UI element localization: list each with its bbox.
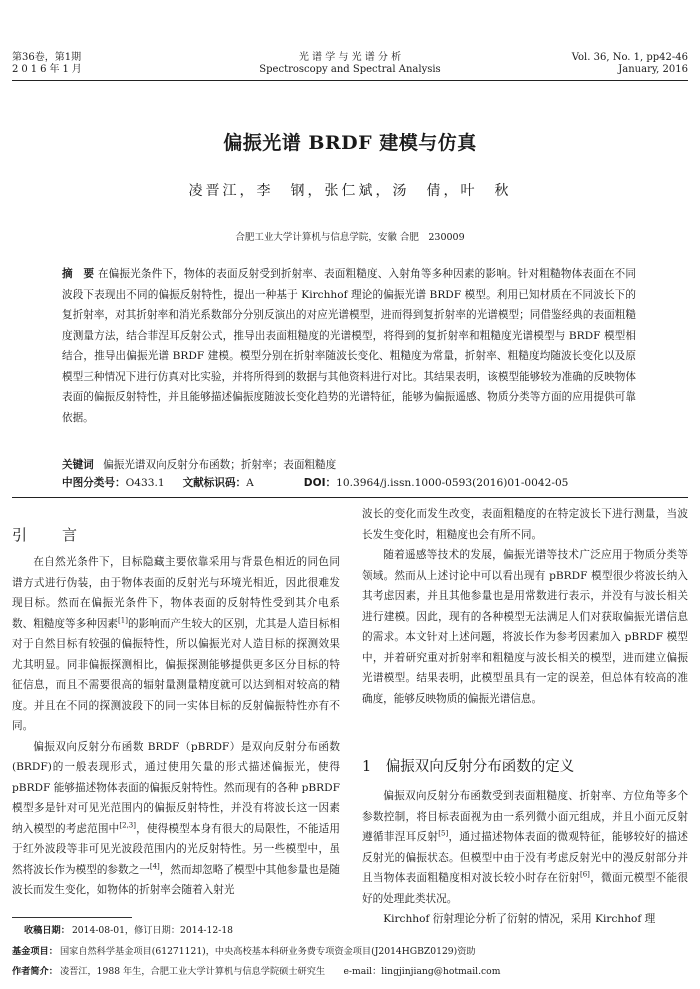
s1-p1-text-c: ，微面元模型不能很好的处理此类状况。 bbox=[362, 872, 688, 905]
intro-paragraph-2 bbox=[12, 737, 340, 901]
abstract-rule bbox=[12, 497, 688, 498]
section-1-body bbox=[362, 786, 688, 930]
citation-5: [5] bbox=[438, 829, 449, 838]
right-column bbox=[362, 504, 688, 709]
received-label: 收稿日期： bbox=[24, 925, 70, 936]
journal-name-cn: 光 谱 学 与 光 谱 分 析 bbox=[298, 52, 402, 63]
abstract bbox=[62, 264, 636, 428]
citation-2-3: [2,3] bbox=[119, 820, 136, 829]
citation-6: [6] bbox=[579, 870, 590, 879]
abstract-text: 在偏振光条件下，物体的表面反射受到折射率、表面粗糙度、入射角等多种因素的影响。针对粗糙物体表面在不同波段下表现出不同的偏振反射特性，提出一种基于 Kirchhof 理论的偏振光谱 BRDF 模型。利用已知材质在不同波长下的复折射率，对其折射率和消光系数部分分别反演出的对应光谱模型，进而得到复折射率的光谱模型；同借鉴经典的表面粗糙度测量方法，结合菲涅耳反射公式，推导出表面粗糙度的光谱模型，将得到的复折射率和粗糙度光谱模型与 BRDF 模型相结合，推导出偏振光谱 BRDF 建模。模型分别在折射率随波长变化、粗糙度为常量，折射率、粗糙度均随波长变化以及原模型三种情况下进行仿真对比实验，并将所得到的数据与其他资料进行对比。其结果表明，该模型能够较为准确的反映物体表面的偏振反射特性，并且能够描述偏振度随波长变化趋势的光谱特征，能够为偏振遥感、物质分类等方面的应用提供可靠依据。 bbox=[62, 268, 637, 424]
author-affiliation: 合肥工业大学计算机与信息学院，安徽 合肥 230009 bbox=[235, 232, 465, 243]
header-rule bbox=[12, 80, 688, 81]
clc-label: 中图分类号： bbox=[62, 477, 126, 489]
paper-authors: 凌晋江，李 钢，张仁斌，汤 倩，叶 秋 bbox=[188, 183, 512, 199]
date-cn: 2016年1月 bbox=[12, 64, 85, 75]
citation-1: [1] bbox=[118, 615, 128, 624]
left-column bbox=[12, 552, 340, 901]
fund-label: 基金项目： bbox=[12, 946, 58, 957]
doc-code-value: A bbox=[246, 477, 254, 489]
intro-paragraph-2-continued: 波长的变化而发生改变，表面粗糙度的在特定波长下进行测量，当波长发生变化时，粗糙度也会有所不同。 bbox=[362, 508, 688, 541]
intro-paragraph-1 bbox=[12, 552, 340, 737]
section-1-paragraph-1 bbox=[362, 786, 688, 909]
footnote-author bbox=[12, 965, 500, 978]
section-heading-introduction: 引 言 bbox=[12, 526, 88, 544]
doc-code-label: 文献标识码： bbox=[182, 477, 247, 489]
received-value: 2014-08-01，修订日期：2014-12-18 bbox=[71, 925, 234, 936]
intro-p2-text-b: ，使得模型本身有很大的局限性，不能适用于红外波段等非可见光波段范围内的光反射特性。另一些模型中，虽然将波长作为模型的参数之一 bbox=[12, 822, 341, 876]
doi-label: DOI： bbox=[303, 477, 337, 489]
author-bio-label: 作者简介： bbox=[12, 966, 58, 977]
intro-paragraph-3: 随着遥感等技术的发展，偏振光谱等技术广泛应用于物质分类等领域。然而从上述讨论中可以看出现有 pBRDF 模型很少将波长纳入其考虑因素，并且其他参量也是用常数进行表示，并没有与波长相关进行建模。因此，现有的各种模型无法满足人们对获取偏振光谱信息的需求。本文针对上述问题，将波长作为参考因素加入 pBRDF 模型中，并着研究重对折射率和粗糙度与波长相关的模型，进而建立偏振光谱模型。结果表明，此模型虽具有一定的误差，但总体有较高的准确度，能够反映物质的偏振光谱信息。 bbox=[362, 549, 688, 705]
footnote-fund bbox=[12, 945, 476, 958]
volume-en: Vol. 36, No. 1, pp42-46 bbox=[571, 52, 688, 63]
section-1-paragraph-2: Kirchhof 衍射理论分析了衍射的情况，采用 Kirchhof 理 bbox=[383, 913, 656, 925]
s1-p1-text-a: 偏振双向反射分布函数受到表面粗糙度、折射率、方位角等多个参数控制，将目标表面视为由一系列微小面元组成，并且小面元反射遵循菲涅耳反射 bbox=[362, 790, 688, 843]
running-header-right bbox=[572, 52, 688, 76]
footnote-rule bbox=[12, 917, 132, 918]
clc-value: O433.1 bbox=[125, 477, 165, 489]
keywords bbox=[62, 458, 662, 472]
keywords-text: 偏振光谱双向反射分布函数；折射率；表面粗糙度 bbox=[103, 459, 337, 471]
author-bio-value: 凌晋江，1988 年生，合肥工业大学计算机与信息学院硕士研究生 e-mail：lingjinjiang@hotmail.com bbox=[59, 966, 501, 977]
fund-value: 国家自然科学基金项目(61271121)，中央高校基本科研业务费专项资金项目(J2014HGBZ0129)资助 bbox=[59, 946, 476, 957]
intro-p2-text-c: ，然而却忽略了模型中其他参量也是随波长而发生变化，如物体的折射率会随着入射光 bbox=[12, 863, 341, 896]
footnote-received bbox=[24, 924, 233, 937]
paper-title: 偏振光谱 BRDF 建模与仿真 bbox=[223, 132, 477, 154]
citation-4: [4] bbox=[149, 861, 160, 870]
abstract-label: 摘 要 bbox=[62, 268, 95, 280]
journal-name-en: Spectroscopy and Spectral Analysis bbox=[259, 64, 441, 75]
keywords-label: 关键词 bbox=[62, 459, 94, 471]
date-en: January, 2016 bbox=[618, 64, 688, 75]
volume-issue: 第36卷，第1期 bbox=[12, 52, 82, 63]
doi-value: 10.3964/j.issn.1000-0593(2016)01-0042-05 bbox=[336, 477, 569, 489]
intro-p2-text-a: 偏振双向反射分布函数 BRDF（pBRDF）是双向反射分布函数(BRDF)的一般表现形式，通过使用矢量的形式描述偏振光，使得 pBRDF 能够描述物体表面的偏振反射特性。然而现有的各种 pBRDF 模型多是针对可见光范围内的偏振反射特性，并没有将波长这一因素纳入模型的考虑范围中 bbox=[12, 740, 340, 835]
intro-p1-text-b: 的影响而产生较大的区别，尤其是人造目标相对于自然目标有较强的偏振特性，所以偏振光对人造目标的探测效果尤其明显。同非偏振探测相比，偏振探测能够提供更多区分目标的特征信息，而且不需要很高的辐射量测量精度就可以达到相对较高的精度。并且在不同的探测波段下的同一实体目标的反射偏振特性亦有不同。 bbox=[12, 617, 341, 732]
section-heading-1: 1 偏振双向反射分布函数的定义 bbox=[362, 759, 575, 775]
intro-p1-text-a: 在自然光条件下，目标隐藏主要依靠采用与背景色相近的同色同谱方式进行伪装，由于物体表面的反射光与环境光相近，因此很难发现目标。然而在偏振光条件下，物体表面的反射特性受到其介电系数、粗糙度等多种因素 bbox=[12, 556, 340, 630]
s1-p1-text-b: ，通过描述物体表面的微观特征，能够较好的描述反射光的偏振状态。但模型中由于没有考虑反射光中的漫反射部分并且当物体表面粗糙度相对波长较小时存在衍射 bbox=[362, 831, 689, 884]
classification-line bbox=[62, 476, 662, 490]
